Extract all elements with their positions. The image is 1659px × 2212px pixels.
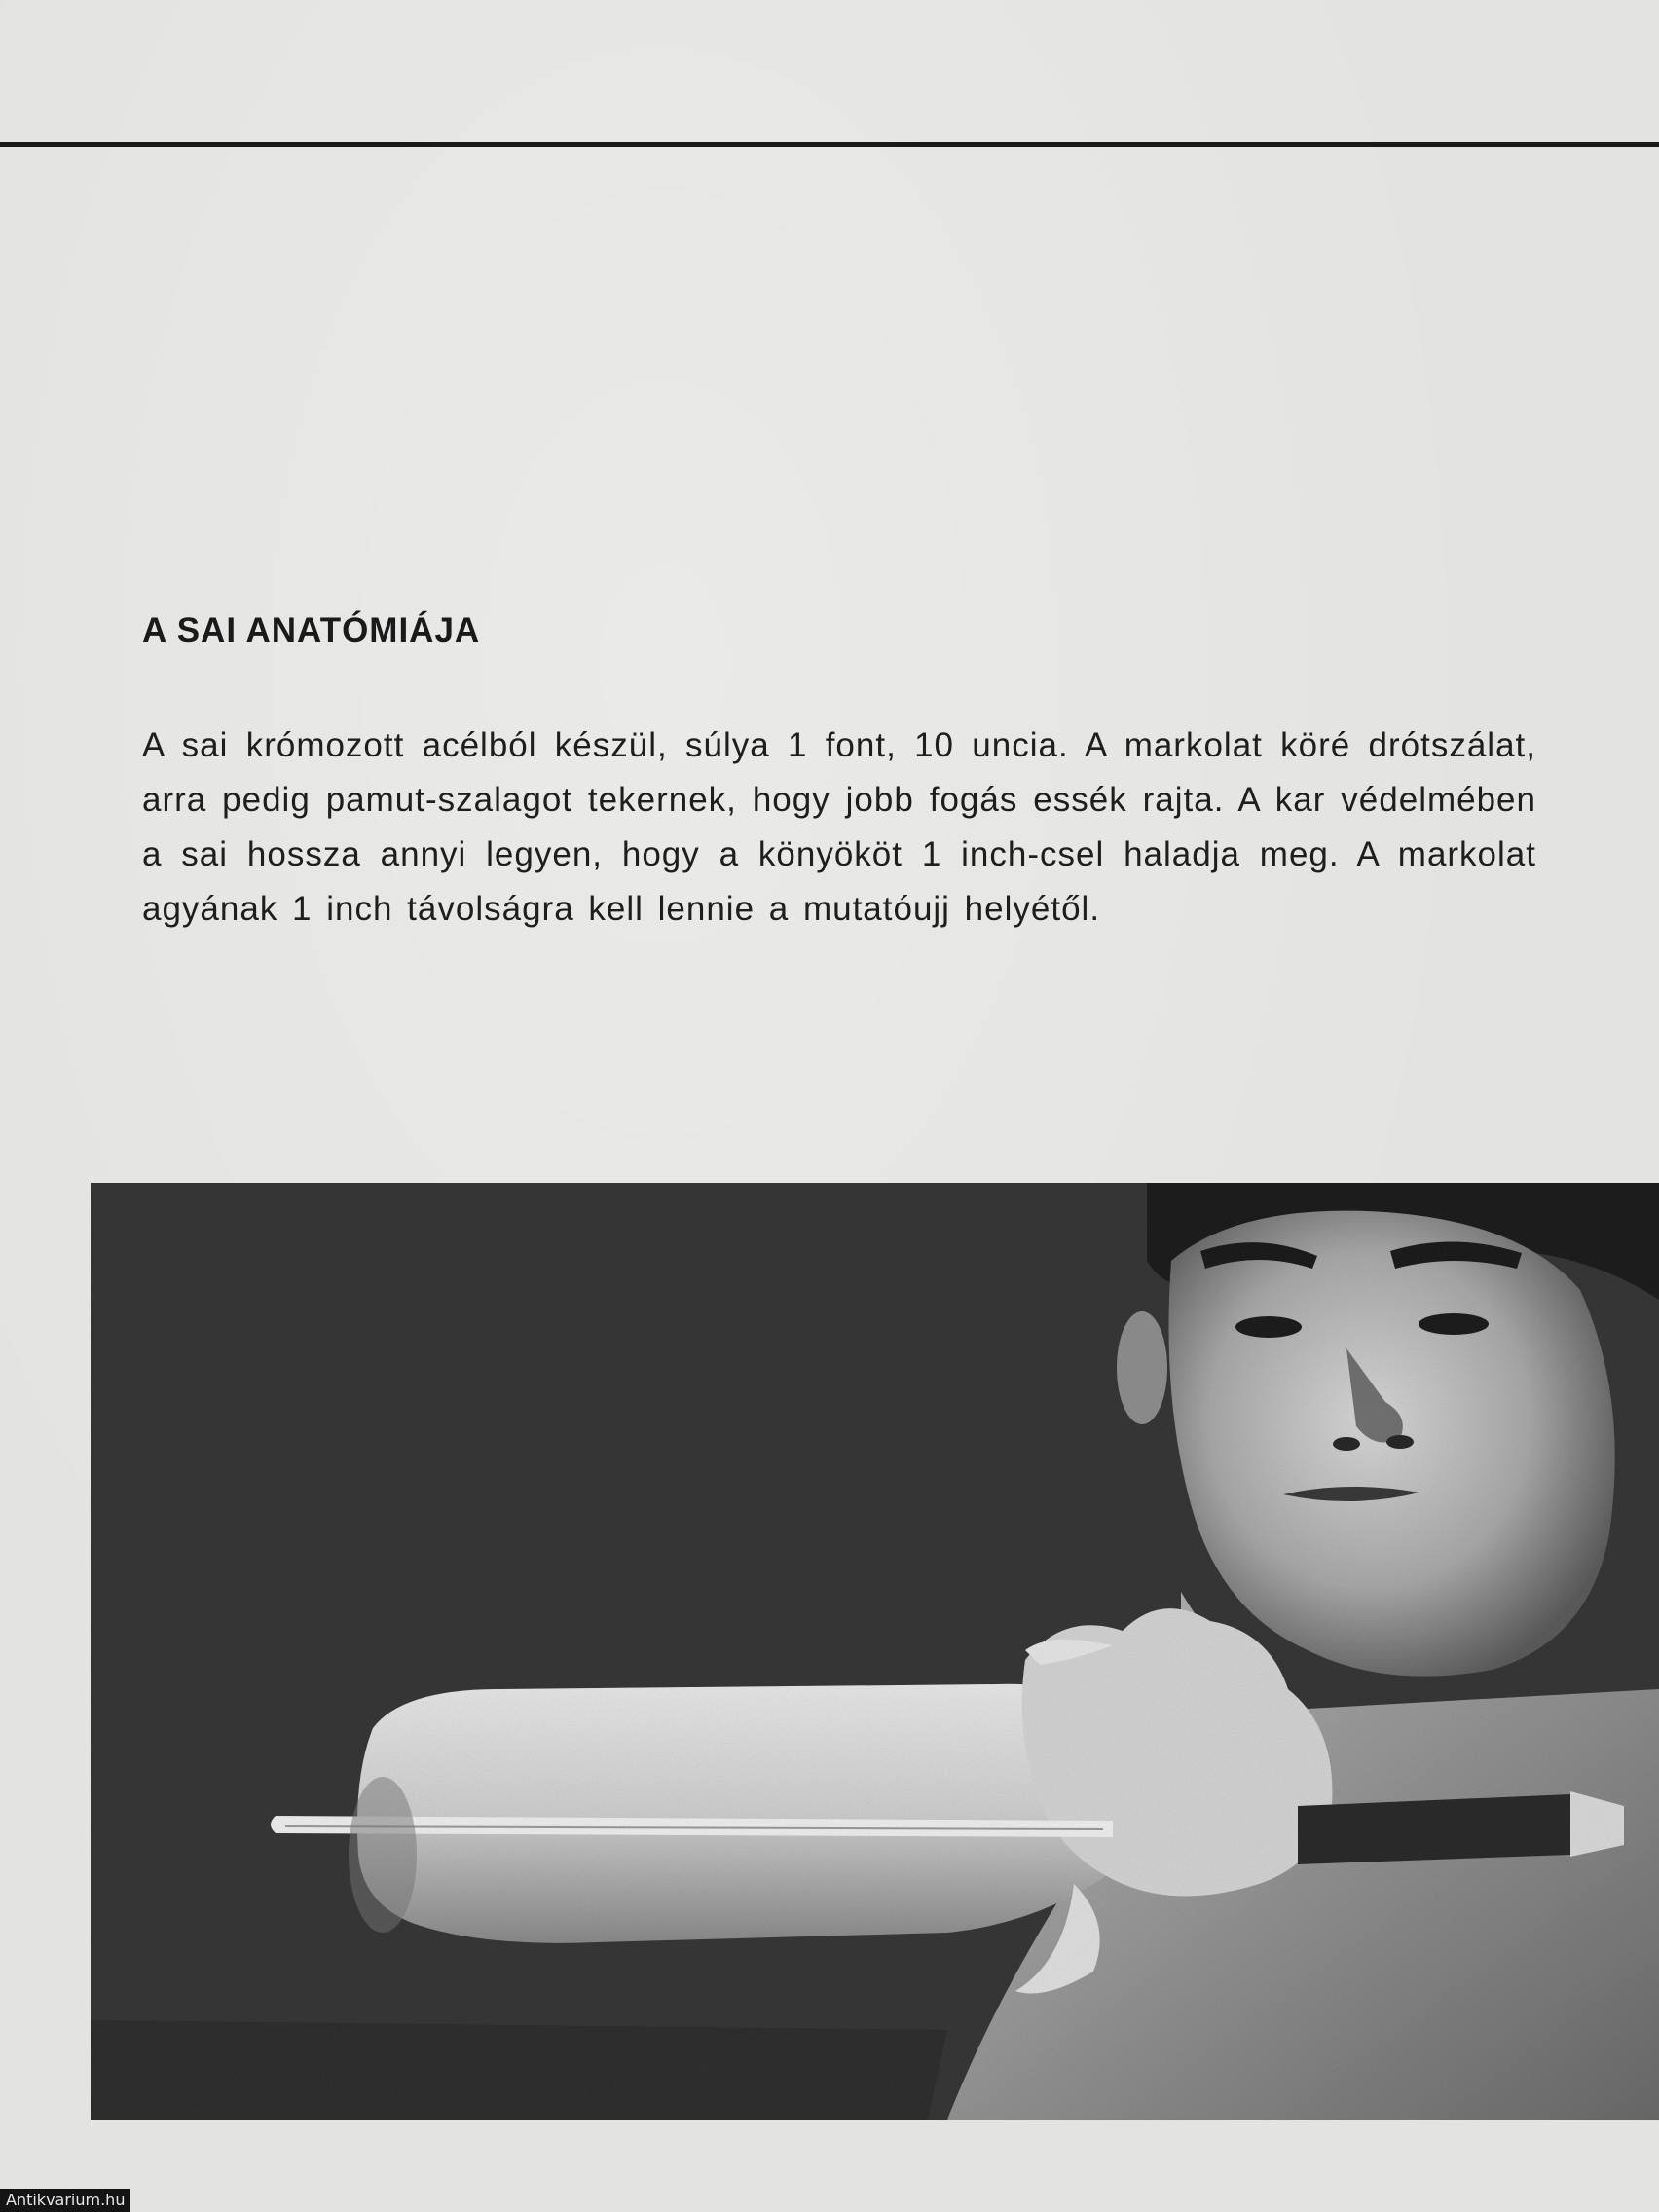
right-eye xyxy=(1419,1313,1489,1335)
photo-man-holding-sai xyxy=(91,1183,1659,2120)
top-rule-divider xyxy=(0,142,1659,147)
left-eye xyxy=(1235,1316,1302,1338)
section-heading: A SAI ANATÓMIÁJA xyxy=(142,611,481,649)
body-paragraph: A sai krómozott acélból készül, súlya 1 font, 10 uncia. A markolat köré drótszálat, arra pedig pamut-szalagot tekernek, hogy jobb fogás essék rajta. A kar védelmében a sai hossza annyi legyen, hogy a könyököt 1 inch-csel haladja meg. A markolat agyának 1 inch távolságra kell lennie a mutatóujj helyétől. xyxy=(142,726,1536,928)
photo-content xyxy=(91,1183,1659,2120)
ear-shape xyxy=(1117,1311,1167,1424)
forearm-shape xyxy=(357,1684,1123,1943)
sai-handle xyxy=(1298,1794,1570,1864)
watermark-label: Antikvarium.hu xyxy=(0,2189,130,2212)
